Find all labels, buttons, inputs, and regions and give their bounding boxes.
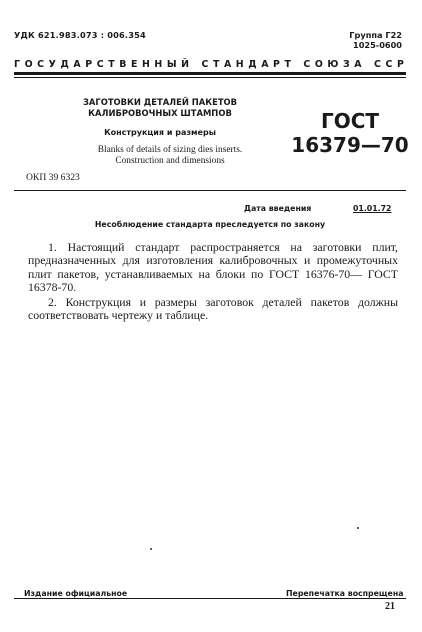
effective-date-value: 01.01.72: [353, 204, 392, 213]
paragraph-2-text: 2. Конструкция и размеры заготовок деталей пакетов должны соответствовать чертежу и таблице.: [28, 295, 398, 323]
english-title-line-1: Blanks of details of sizing dies inserts.: [97, 145, 243, 155]
paragraph-2: [28, 296, 398, 323]
footer-reprint-notice: Перепечатка воспрещена: [286, 589, 404, 598]
standard-banner: ГОСУДАРСТВЕННЫЙ СТАНДАРТ СОЮЗА ССР: [14, 59, 409, 70]
group-line-1: Группа Г22: [349, 30, 402, 40]
group-line-2: 1025-0600: [353, 40, 402, 50]
paragraph-1: [28, 241, 398, 295]
title-subtitle: Конструкция и размеры: [104, 128, 216, 137]
banner-rule-thin: [14, 77, 406, 78]
group-code: [349, 30, 402, 50]
document-title: [60, 97, 260, 119]
section-rule: [14, 190, 406, 191]
footer-rule: [14, 598, 406, 599]
banner-rule-thick: [14, 72, 406, 75]
print-speck: [357, 527, 359, 529]
gost-label: ГОСТ: [320, 109, 380, 133]
page-number: 21: [385, 601, 395, 612]
effective-date-label: Дата введения: [244, 204, 312, 213]
title-line-2: КАЛИБРОВОЧНЫХ ШТАМПОВ: [88, 108, 232, 118]
english-title: [70, 145, 270, 166]
footer-official-edition: Издание официальное: [24, 589, 128, 598]
title-line-1: ЗАГОТОВКИ ДЕТАЛЕЙ ПАКЕТОВ: [82, 97, 238, 107]
okp-code: ОКП 39 6323: [26, 172, 80, 183]
print-speck: [150, 548, 152, 550]
gost-number: 16379—70: [291, 133, 409, 157]
english-title-line-2: Construction and dimensions: [115, 155, 225, 166]
gost-designation: [290, 109, 410, 157]
paragraph-1-text: 1. Настоящий стандарт распространяется на заготовки плит, предназначенных для изготовления калибровочных и промежуточных плит пакетов, устанавливаемых на блоки по ГОСТ 16376-70— ГОСТ 16378-70.: [28, 240, 398, 295]
udk-code: УДК 621.983.073 : 006.354: [14, 30, 146, 40]
legal-notice: Несоблюдение стандарта преследуется по закону: [94, 220, 326, 229]
